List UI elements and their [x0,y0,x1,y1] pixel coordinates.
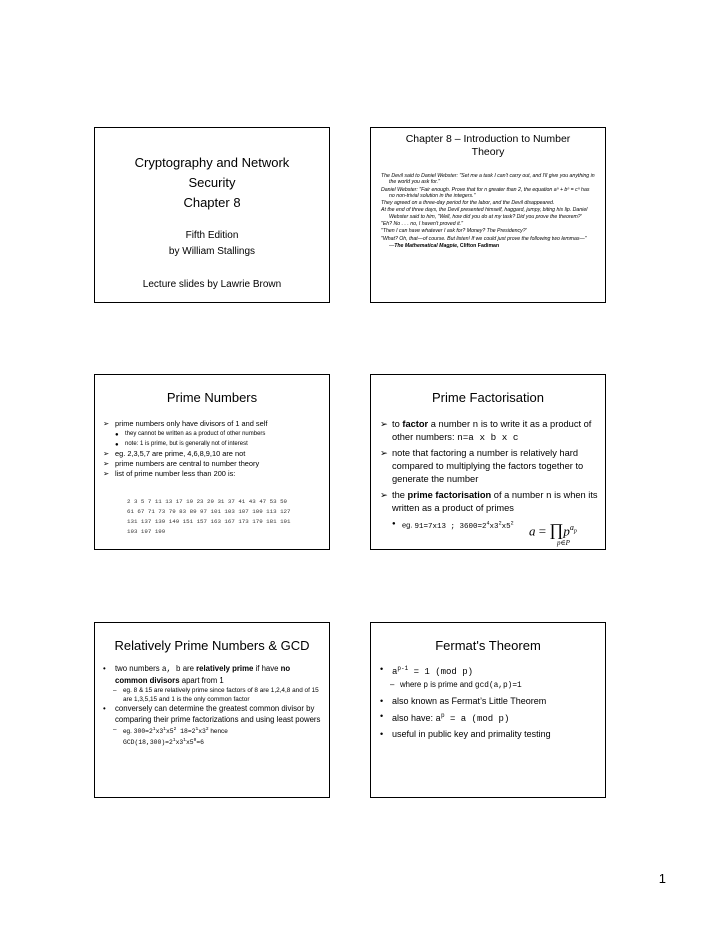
slide-heading: Prime Factorisation [432,390,544,405]
slide-heading: Chapter 8 – Introduction to Number Theory [405,133,571,158]
bullet-list [380,663,599,740]
list-item: • also have: $a^p = a$ (mod p) [380,710,599,725]
list-item: – eg. $300=2^1x3^1x5^2$ $18=2^1x3^2$ hence $GCD(18,300)=2^1x3^1x5^0=6$ [103,725,323,747]
list-item: ● they cannot be written as a product of other numbers [103,429,323,439]
slide-heading: Prime Numbers [166,390,258,405]
bullet-list [380,418,599,534]
list-item: – where p is prime and gcd(a,p)=1 [380,679,599,692]
bullet-list [103,664,323,747]
list-item: • conversely can determine the greatest common divisor by comparing their prime factorizations and using least powers [103,704,323,725]
list-item: • two numbers a, b are relatively prime if have no common divisors apart from 1 [103,664,323,686]
list-item: – eg. 8 & 15 are relatively prime since factors of 8 are 1,2,4,8 and of 15 are 1,3,5,15 and 1 is the only common factor [103,686,323,704]
quote-line: They agreed on a three-day period for the labor, and the Devil disappeared. [381,200,555,207]
quote-line: The Devil said to Daniel Webster: "Set me a task I can't carry out, and I'll give you anything in the world you ask for." [381,173,595,186]
quote-text [381,173,595,249]
quote-source: —The Mathematical Magpie, Clifton Fadiman [389,242,500,249]
page-number: 1 [658,871,666,886]
list-item: • $a^{p-1} = 1$ (mod p) [380,663,599,678]
quote-line: Daniel Webster: "Fair enough. Prove that for n greater than 2, the equation aⁿ + bⁿ = cⁿ has no non-trivial solution in the integers." [381,186,590,199]
quote-line: "What? Oh, that—of course. But listen! If we could just prove the following two lemmas—" [381,235,587,242]
slide-title-heading: Cryptography and Network Security Chapter 8 [134,155,290,210]
slide-prime-numbers [94,374,330,550]
list-item: ➢ the prime factorisation of a number n is when its written as a product of primes [380,489,599,515]
list-item: ➢ note that factoring a number is relatively hard compared to multiplying the factors together to generate the number [380,447,599,486]
list-item: ● eg. 91=7x13 ; $3600=2^4x3^2x5^2$ [380,517,599,534]
product-symbol: ∏ [549,520,564,540]
quote-line: "Then I can have whatever I ask for? Money? The Presidency?' [381,228,527,235]
slide-prime-factorisation [370,374,606,550]
list-item: • also known as Fermat’s Little Theorem [380,695,599,707]
slide-heading: Fermat's Theorem [435,638,541,653]
list-item: ➢ prime numbers are central to number theory [103,459,323,469]
slide-title [94,127,330,303]
list-item: ➢ eg. 2,3,5,7 are prime, 4,6,8,9,10 are not [103,449,323,459]
list-item: ➢ prime numbers only have divisors of 1 and self [103,419,323,429]
list-item: ➢ list of prime number less than 200 is: [103,469,323,479]
quote-line: At the end of three days, the Devil presented himself, haggard, jumpy, biting his lip. Daniel Webster said to him, "Well, how did you do at my task? Did you prove the theorem?' [381,207,588,220]
slide-heading: Relatively Prime Numbers & GCD [114,638,310,653]
list-item: ➢ to factor a number n is to write it as a product of other numbers: n=a x b x c [380,418,599,444]
quote-line: "Eh? No . . . no, I haven't proved it." [381,221,463,228]
author: by William Stallings [168,246,256,257]
list-item: ● note: 1 is prime, but is generally not of interest [103,439,323,449]
edition: Fifth Edition [185,230,239,241]
product-formula: $a = \prod p^{a_p}$ p∈P [529,520,577,547]
list-item: • useful in public key and primality testing [380,728,599,740]
slide-fermat [370,622,606,798]
slide-chapter-intro [370,127,606,303]
lecture-credit: Lecture slides by Lawrie Brown [142,279,282,290]
prime-list: 2 3 5 7 11 13 17 19 23 29 31 37 41 43 47 53 59 61 67 71 73 79 83 89 97 101 103 107 109 113 127 131 137 139 149 151 157 163 167 173 179 181 191 193 197 199 [127,498,291,535]
bullet-list [103,419,323,479]
slide-relatively-prime [94,622,330,798]
